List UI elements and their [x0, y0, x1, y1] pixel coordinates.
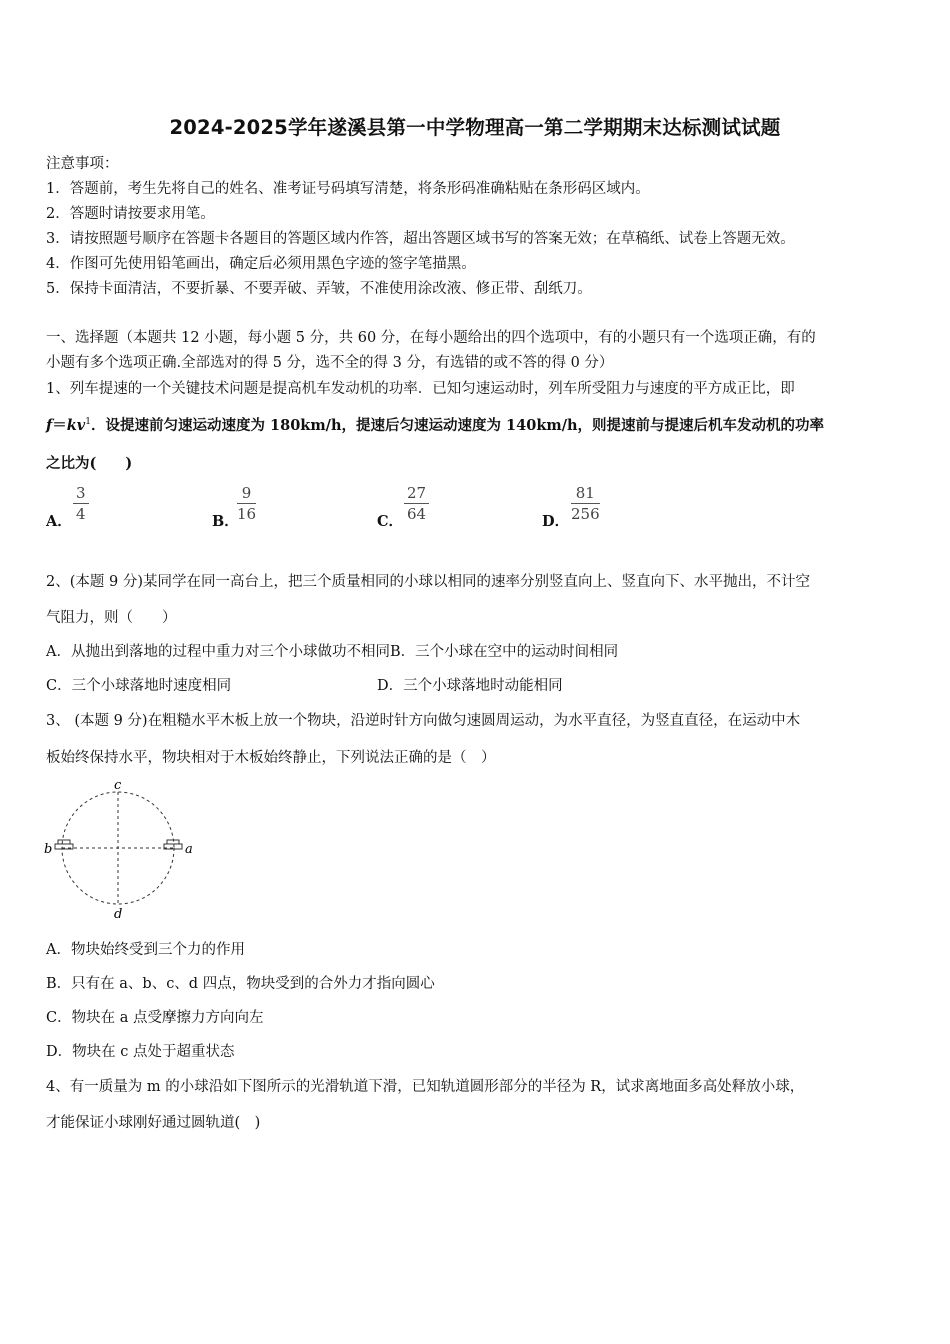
q1-line2	[46, 414, 824, 435]
q1-option-d-letter: D．	[542, 513, 570, 530]
fraction-denominator: 64	[407, 505, 427, 523]
block-b-top	[58, 840, 70, 844]
fraction-denominator: 256	[571, 505, 600, 523]
q2-line2: 气阻力，则（ ）	[46, 610, 177, 626]
fraction-numerator: 81	[571, 484, 600, 504]
q1-line3: 之比为( )	[46, 455, 133, 472]
q3-line2: 板始终保持水平，物块相对于木板始终静止，下列说法正确的是（ ）	[46, 750, 496, 766]
notice-item: 1．答题前，考生先将自己的姓名、准考证号码填写清楚，将条形码准确粘贴在条形码区域内。	[46, 181, 650, 197]
block-a-top	[167, 840, 179, 844]
q3-option-a: A．物块始终受到三个力的作用	[46, 942, 245, 958]
q1-formula-f: f	[46, 417, 53, 434]
q4-line1: 4、有一质量为 m 的小球沿如下图所示的光滑轨道下滑，已知轨道圆形部分的半径为 R，试求离地面多高处释放小球，	[46, 1079, 805, 1095]
q1-option-a-letter: A．	[46, 513, 72, 530]
q1-option-d-fraction	[571, 484, 600, 524]
section-heading-line2: 小题有多个选项正确.全部选对的得 5 分，选不全的得 3 分，有选错的或不答的得 0 分）	[46, 355, 614, 371]
q2-line1: 2、(本题 9 分)某同学在同一高台上，把三个质量相同的小球以相同的速率分别竖直向上、竖直向下、水平抛出，不计空	[46, 574, 810, 590]
fraction-denominator: 4	[76, 505, 86, 523]
label-b: b	[44, 842, 53, 857]
circular-motion-diagram	[40, 776, 210, 924]
q1-formula-eq: ＝	[52, 417, 67, 434]
q1-option-b-fraction	[237, 484, 256, 524]
q1-formula-kv: kv	[66, 417, 86, 434]
q2-options-ab	[46, 640, 618, 661]
label-c: c	[114, 778, 122, 793]
q2-option-d: D．三个小球落地时动能相同	[377, 678, 563, 694]
q1-option-c-letter: C．	[377, 513, 404, 530]
fraction-denominator: 16	[237, 505, 257, 523]
fraction-numerator: 9	[237, 484, 256, 504]
fraction-numerator: 27	[404, 484, 429, 504]
page-title: 2024-2025学年遂溪县第一中学物理高一第二学期期末达标测试试题	[169, 116, 781, 139]
q1-formula-exp: 1	[85, 417, 91, 428]
q1-line2-rest: ．设提速前匀速运动速度为 180km/h，提速后匀速运动速度为 140km/h，则提速前与提速后机车发动机的功率	[90, 417, 825, 434]
q1-option-b-letter: B．	[212, 513, 239, 530]
q3-line1: 3、 (本题 9 分)在粗糙水平木板上放一个物块，沿逆时针方向做匀速圆周运动，为水平直径，为竖直直径，在运动中木	[46, 713, 801, 729]
q3-option-b: B．只有在 a、b、c、d 四点，物块受到的合外力才指向圆心	[46, 976, 435, 992]
notice-item: 5．保持卡面清洁，不要折暴、不要弄破、弄皱，不准使用涂改液、修正带、刮纸刀。	[46, 281, 592, 297]
q1-option-c-fraction	[404, 484, 429, 524]
q2-option-a: A．从抛出到落地的过程中重力对三个小球做功不相同	[46, 644, 390, 660]
notice-item: 2．答题时请按要求用笔。	[46, 206, 215, 222]
q1-line1: 1、列车提速的一个关键技术问题是提高机车发动机的功率．已知匀速运动时，列车所受阻力与速度的平方成正比，即	[46, 381, 795, 397]
notice-heading: 注意事项：	[46, 156, 119, 172]
q1-option-a-fraction	[73, 484, 89, 524]
label-a: a	[185, 842, 193, 857]
q3-option-d: D．物块在 c 点处于超重状态	[46, 1044, 235, 1060]
notice-item: 4．作图可先使用铅笔画出，确定后必须用黑色字迹的签字笔描黑。	[46, 256, 476, 272]
notice-item: 3．请按照题号顺序在答题卡各题目的答题区域内作答，超出答题区域书写的答案无效；在草稿纸、试卷上答题无效。	[46, 231, 795, 247]
q4-line2: 才能保证小球刚好通过圆轨道( )	[46, 1115, 261, 1131]
label-d: d	[114, 907, 123, 922]
q3-option-c: C．物块在 a 点受摩擦力方向向左	[46, 1010, 264, 1026]
section-heading-line1: 一、选择题（本题共 12 小题，每小题 5 分，共 60 分，在每小题给出的四个选项中，有的小题只有一个选项正确，有的	[46, 330, 816, 346]
fraction-numerator: 3	[73, 484, 89, 504]
q2-option-c: C．三个小球落地时速度相同	[46, 678, 232, 694]
q2-option-b: B．三个小球在空中的运动时间相同	[389, 644, 619, 660]
